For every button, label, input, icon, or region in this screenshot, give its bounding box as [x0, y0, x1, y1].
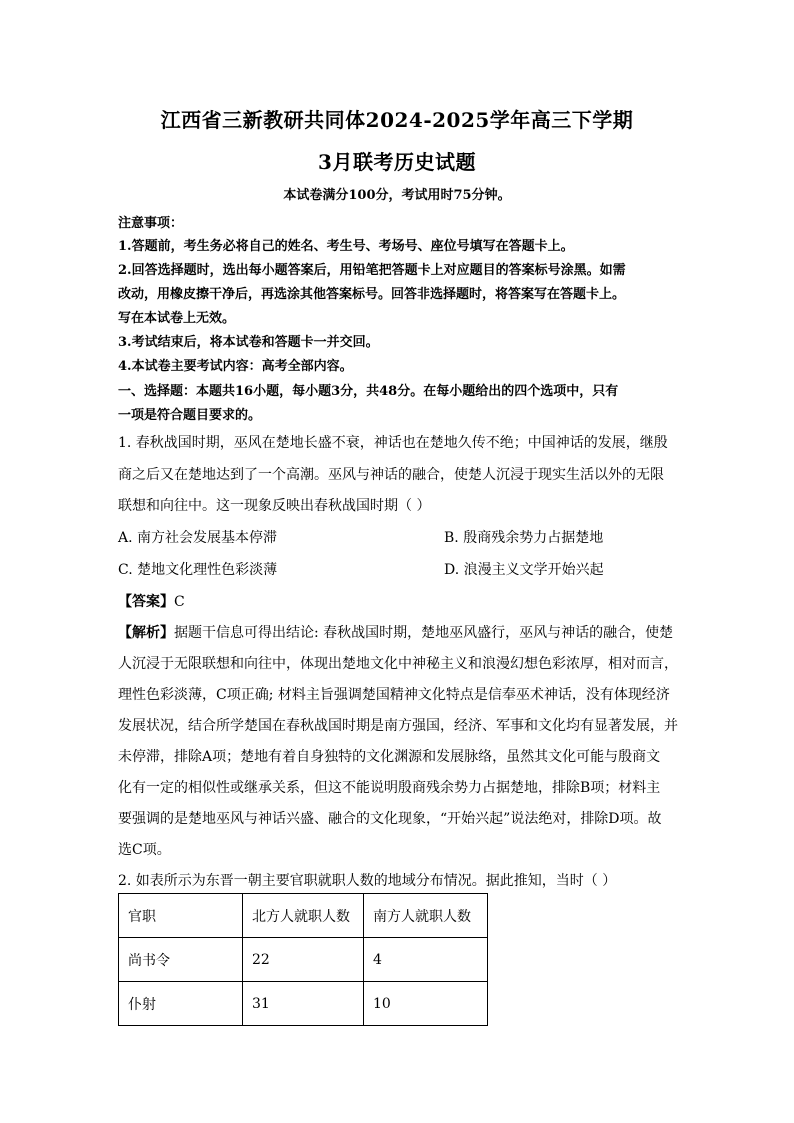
- answer-value: C: [174, 594, 185, 610]
- table-header-cell: 官职: [119, 894, 243, 938]
- note-line: 4.本试卷主要考试内容：高考全部内容。: [118, 359, 353, 374]
- analysis-text: 选C项。: [118, 842, 171, 858]
- table-cell: 尚书令: [119, 938, 243, 982]
- q1-answer: [118, 591, 185, 611]
- analysis-text: 理性色彩淡薄，C项正确; 材料主旨强调楚国精神文化特点是信奉巫术神话，没有体现经济: [118, 687, 670, 703]
- note-line: 改动，用橡皮擦干净后，再选涂其他答案标号。回答非选择题时，将答案写在答题卡上。: [118, 287, 626, 302]
- exam-info: 本试卷满分100分，考试用时75分钟。: [283, 188, 511, 203]
- table-cell: 10: [364, 982, 488, 1026]
- table-row: [119, 938, 488, 982]
- q1-analysis: [118, 622, 673, 642]
- section-heading-cont: 一项是符合题目要求的。: [118, 408, 262, 423]
- q2-stem: 2. 如表所示为东晋一朝主要官职就职人数的地域分布情况。据此推知，当时（ ）: [118, 873, 617, 889]
- notes-heading: 注意事项：: [118, 216, 184, 231]
- analysis-text: 化有一定的相似性或继承关系，但这不能说明殷商残余势力占据楚地，排除B项；材料主: [118, 780, 661, 796]
- analysis-text: 人沉浸于无限联想和向往中，体现出楚地文化中神秘主义和浪漫幻想色彩浓厚，相对而言，: [118, 656, 678, 672]
- table-cell: 4: [364, 938, 488, 982]
- analysis-text: 发展状况，结合所学楚国在春秋战国时期是南方强国，经济、军事和文化均有显著发展，并: [118, 718, 678, 734]
- q2-table: [118, 893, 488, 1026]
- analysis-text: 据题干信息可得出结论: 春秋战国时期，楚地巫风盛行，巫风与神话的融合，使楚: [174, 625, 674, 641]
- analysis-label: 【解析】: [118, 625, 174, 641]
- table-cell: 仆射: [119, 982, 243, 1026]
- table-cell: 31: [243, 982, 364, 1026]
- q1-option-c: C. 楚地文化理性色彩淡薄: [118, 562, 278, 578]
- table-row: [119, 982, 488, 1026]
- note-line: 2.回答选择题时，选出每小题答案后，用铅笔把答题卡上对应题目的答案标号涂黑。如需: [118, 263, 626, 278]
- q1-option-d: D. 浪漫主义文学开始兴起: [444, 562, 604, 578]
- analysis-text: 未停滞，排除A项；楚地有着自身独特的文化渊源和发展脉络，虽然其文化可能与殷商文: [118, 749, 661, 765]
- table-header-row: [119, 894, 488, 938]
- note-line: 1.答题前，考生务必将自己的姓名、考生号、考场号、座位号填写在答题卡上。: [118, 239, 574, 254]
- note-line: 写在本试卷上无效。: [118, 311, 236, 326]
- exam-subject-title: 3月联考历史试题: [318, 150, 476, 174]
- analysis-text: 要强调的是楚地巫风与神话兴盛、融合的文化现象，“开始兴起”说法绝对，排除D项。故: [118, 811, 662, 827]
- note-line: 3.考试结束后，将本试卷和答题卡一并交回。: [118, 335, 379, 350]
- table-header-cell: 北方人就职人数: [243, 894, 364, 938]
- q1-stem: 1. 春秋战国时期，巫风在楚地长盛不衰，神话也在楚地久传不绝；中国神话的发展，继殷: [118, 435, 668, 451]
- exam-title: 江西省三新教研共同体2024-2025学年高三下学期: [160, 108, 634, 132]
- answer-label: 【答案】: [118, 594, 174, 610]
- q1-option-b: B. 殷商残余势力占据楚地: [444, 530, 604, 546]
- q1-option-a: A. 南方社会发展基本停滞: [118, 530, 278, 546]
- q1-stem: 商之后又在楚地达到了一个高潮。巫风与神话的融合，使楚人沉浸于现实生活以外的无限: [118, 467, 664, 483]
- table-cell: 22: [243, 938, 364, 982]
- q1-stem: 联想和向往中。这一现象反映出春秋战国时期（ ）: [118, 498, 431, 514]
- section-heading: 一、选择题：本题共16小题，每小题3分，共48分。在每小题给出的四个选项中，只有: [118, 384, 619, 399]
- table-header-cell: 南方人就职人数: [364, 894, 488, 938]
